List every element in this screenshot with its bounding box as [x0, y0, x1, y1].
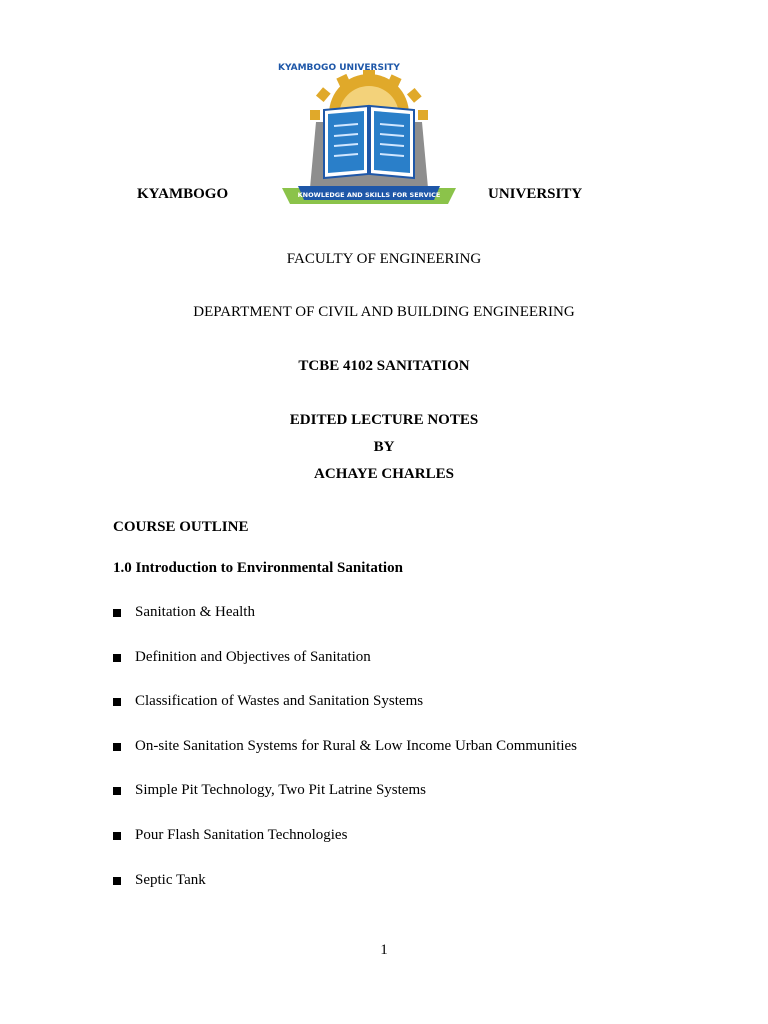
university-logo [278, 63, 460, 206]
university-name-right: UNIVERSITY [488, 186, 583, 202]
by-label: BY [373, 439, 395, 455]
department-title: DEPARTMENT OF CIVIL AND BUILDING ENGINEERING [193, 304, 575, 320]
notes-title: EDITED LECTURE NOTES [289, 412, 479, 428]
bullet-icon [113, 877, 121, 885]
list-item [113, 738, 577, 755]
list-item [113, 604, 255, 621]
bullet-icon [113, 832, 121, 840]
author-name: ACHAYE CHARLES [314, 466, 454, 482]
page-number: 1 [380, 942, 388, 958]
list-item [113, 827, 347, 844]
bullet-icon [113, 787, 121, 795]
logo-motto: KNOWLEDGE AND SKILLS FOR SERVICE [297, 191, 441, 199]
list-item-text: Definition and Objectives of Sanitation [135, 649, 371, 665]
list-item-text: Sanitation & Health [135, 604, 255, 620]
course-outline-heading: COURSE OUTLINE [113, 519, 249, 535]
list-item-text: Septic Tank [135, 872, 206, 888]
bullet-icon [113, 698, 121, 706]
faculty-title: FACULTY OF ENGINEERING [286, 251, 482, 267]
list-item-text: Simple Pit Technology, Two Pit Latrine Systems [135, 782, 426, 798]
bullet-icon [113, 609, 121, 617]
list-item [113, 693, 423, 710]
list-item-text: Pour Flash Sanitation Technologies [135, 827, 348, 843]
university-name-left: KYAMBOGO [137, 186, 229, 202]
course-title: TCBE 4102 SANITATION [298, 358, 470, 374]
logo-arc-text: KYAMBOGO UNIVERSITY [278, 63, 400, 73]
bullet-icon [113, 743, 121, 751]
list-item [113, 782, 426, 799]
list-item-text: Classification of Wastes and Sanitation Systems [135, 693, 424, 709]
list-item [113, 872, 206, 889]
section-title: 1.0 Introduction to Environmental Sanitation [113, 560, 403, 576]
list-item [113, 649, 371, 666]
bullet-icon [113, 654, 121, 662]
list-item-text: On-site Sanitation Systems for Rural & Low Income Urban Communities [135, 738, 578, 754]
